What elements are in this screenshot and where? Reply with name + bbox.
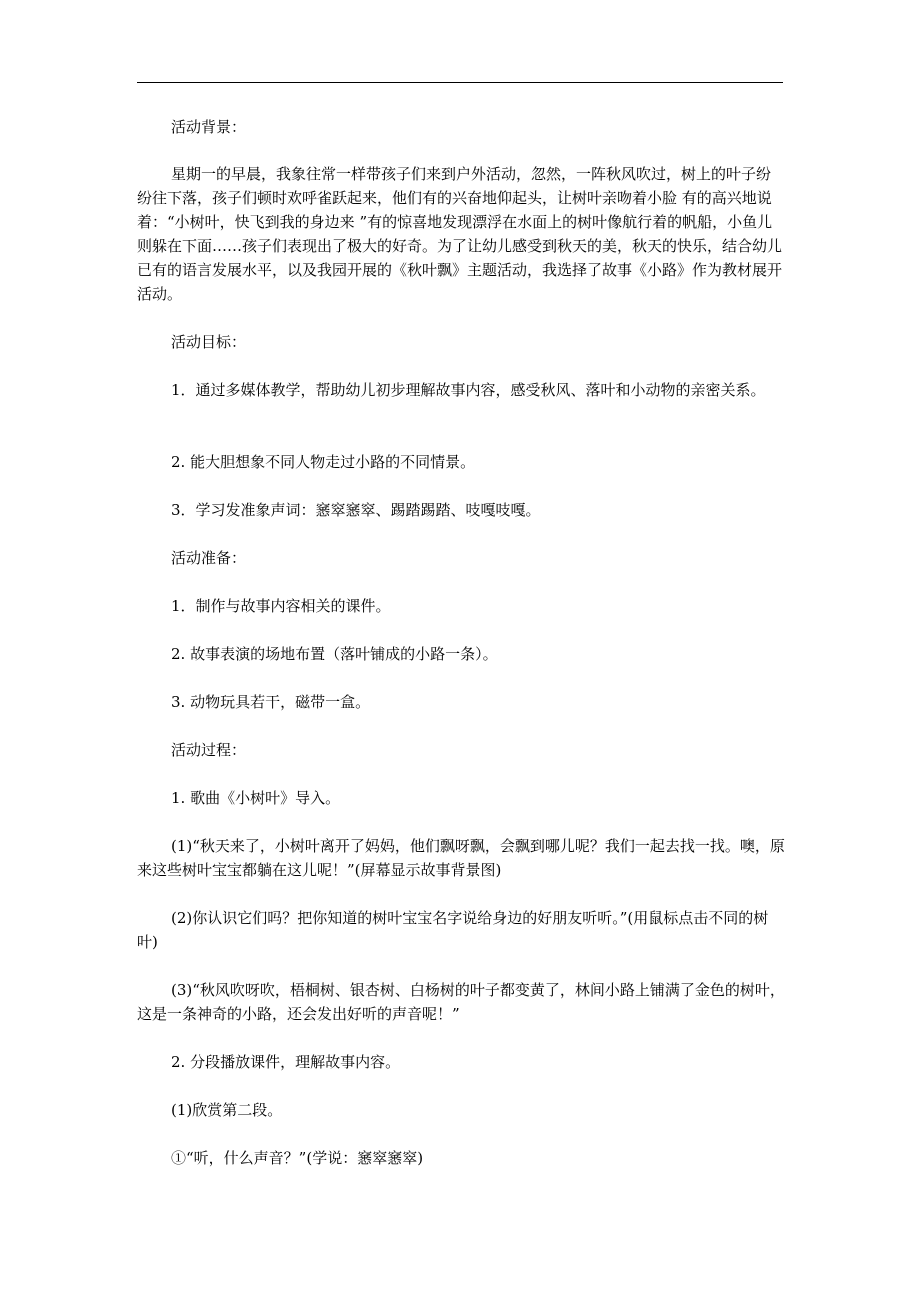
heading-goals: 活动目标： — [171, 333, 247, 351]
preparation-item-1: 1．制作与故事内容相关的课件。 — [171, 597, 391, 615]
preparation-item-3: 3. 动物玩具若干，磁带一盒。 — [171, 693, 371, 711]
process-step-2-sub-1-item: ①“听，什么声音？”(学说：窸窣窸窣) — [171, 1149, 424, 1167]
goal-item-2: 2. 能大胆想象不同人物走过小路的不同情景。 — [171, 453, 476, 471]
header-rule — [137, 82, 783, 83]
heading-preparation: 活动准备： — [171, 549, 247, 567]
paragraph-background: 星期一的早晨，我象往常一样带孩子们来到户外活动，忽然，一阵秋风吹过，树上的叶子纷纷往下落，孩子们顿时欢呼雀跃起来，他们有的兴奋地仰起头，让树叶亲吻着小脸 有的高兴地说着：“小树叶，快飞到我的身边来 ”有的惊喜地发现漂浮在水面上的树叶像航行着的帆船，小鱼儿则躲在下面……孩子们表现出了极大的好奇。为了让幼儿感受到秋天的美，秋天的快乐，结合幼儿已有的语言发展水平，以及我园开展的《秋叶飘》主题活动，我选择了故事《小路》作为教材展开活动。 — [137, 165, 783, 303]
preparation-item-2: 2. 故事表演的场地布置（落叶铺成的小路一条）。 — [171, 645, 498, 663]
process-step-1-sub-1: (1)“秋天来了，小树叶离开了妈妈，他们飘呀飘，会飘到哪儿呢？我们一起去找一找。噢，原来这些树叶宝宝都躺在这儿呢！”(屏幕显示故事背景图) — [137, 837, 785, 879]
goal-item-3: 3．学习发准象声词：窸窣窸窣、踢踏踢踏、吱嘎吱嘎。 — [171, 501, 541, 519]
process-step-1-sub-2: (2)你认识它们吗？把你知道的树叶宝宝名字说给身边的好朋友听听。”(用鼠标点击不同的树叶) — [137, 909, 769, 951]
process-step-1-sub-3: (3)“秋风吹呀吹，梧桐树、银杏树、白杨树的叶子都变黄了，林间小路上铺满了金色的树叶，这是一条神奇的小路，还会发出好听的声音呢！” — [137, 981, 785, 1023]
process-step-2-sub-1: (1)欣赏第二段。 — [171, 1101, 283, 1119]
heading-process: 活动过程： — [171, 741, 247, 759]
goal-item-1: 1．通过多媒体教学，帮助幼儿初步理解故事内容，感受秋风、落叶和小动物的亲密关系。 — [171, 381, 766, 399]
process-step-1: 1. 歌曲《小树叶》导入。 — [171, 789, 341, 807]
process-step-2: 2. 分段播放课件，理解故事内容。 — [171, 1053, 401, 1071]
heading-background: 活动背景： — [171, 118, 247, 136]
